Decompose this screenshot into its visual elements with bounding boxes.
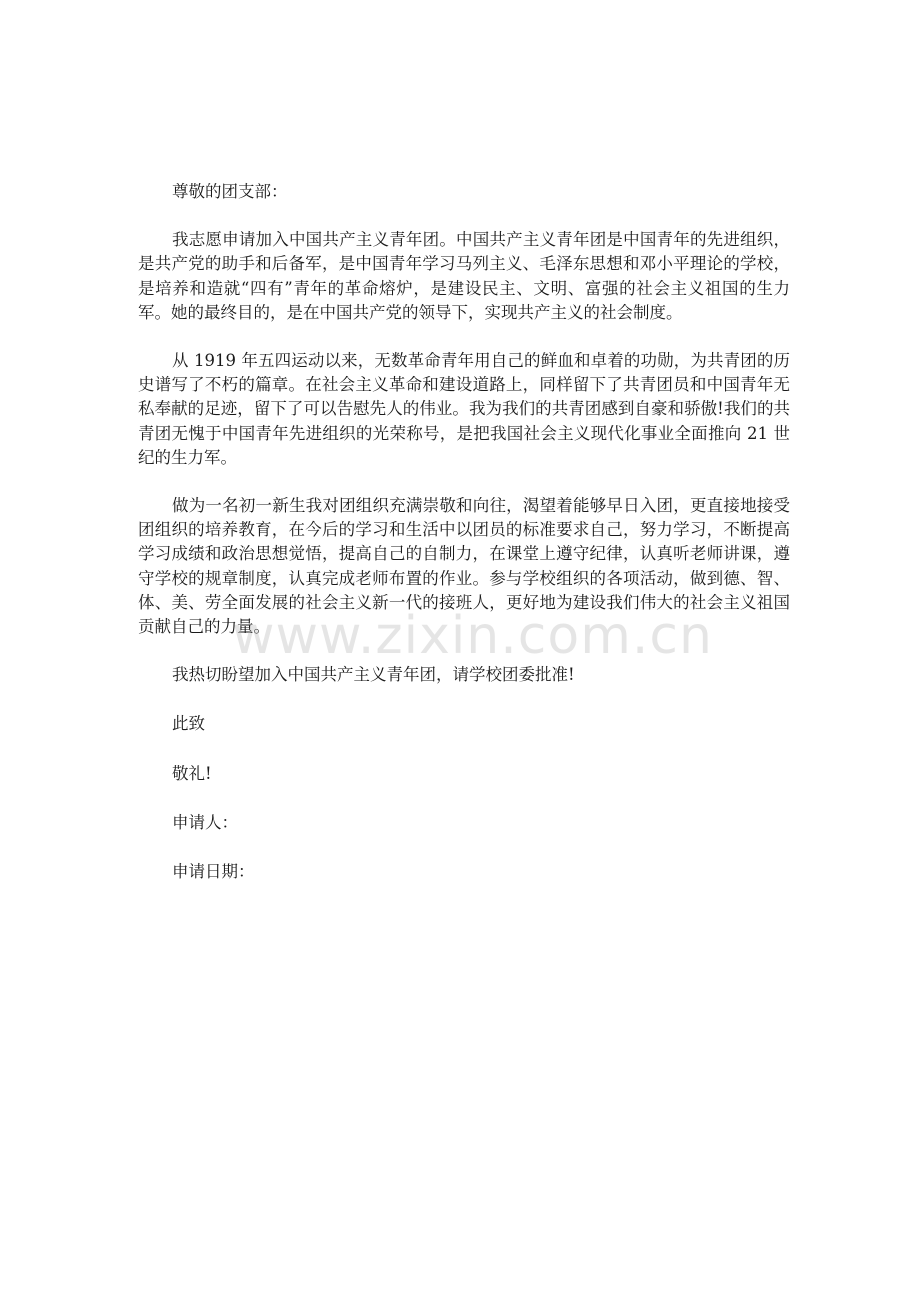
regards: 敬礼!	[172, 763, 212, 783]
paragraph-4: 我热切盼望加入中国共产主义青年团，请学校团委批准!	[172, 665, 575, 685]
paragraph-1: 我志愿申请加入中国共产主义青年团。中国共产主义青年团是中国青年的先进组织，是共产党的助手和后备军，是中国青年学习马列主义、毛泽东思想和邓小平理论的学校，是培养和造就“四有”青年的革命熔炉，是建设民主、文明、富强的社会主义祖国的生力军。她的最终目的，是在中国共产党的领导下，实现共产主义的社会制度。	[138, 230, 790, 322]
salutation: 尊敬的团支部：	[172, 182, 288, 201]
paragraph-3: 做为一名初一新生我对团组织充满崇敬和向往，渴望着能够早日入团，更直接地接受团组织的培养教育，在今后的学习和生活中以团员的标准要求自己，努力学习，不断提高学习成绩和政治思想觉悟，提高自己的自制力，在课堂上遵守纪律，认真听老师讲课，遵守学校的规章制度，认真完成老师布置的作业。参与学校组织的各项活动，做到德、智、体、美、劳全面发展的社会主义新一代的接班人，更好地为建设我们伟大的社会主义祖国贡献自己的力量。	[138, 496, 790, 637]
applicant-label: 申请人：	[172, 812, 238, 832]
application-letter	[138, 180, 790, 909]
date-label: 申请日期：	[172, 862, 255, 882]
paragraph-2: 从 1919 年五四运动以来，无数革命青年用自己的鲜血和卓着的功勋，为共青团的历史谱写了不朽的篇章。在社会主义革命和建设道路上，同样留下了共青团员和中国青年无私奉献的足迹，留下了可以告慰先人的伟业。我为我们的共青团感到自豪和骄傲!我们的共青团无愧于中国青年先进组织的光荣称号，是把我国社会主义现代化事业全面推向 21 世纪的生力军。	[138, 351, 790, 467]
watermark: www.zixin.com.cn	[232, 606, 713, 666]
closing: 此致	[172, 714, 205, 734]
